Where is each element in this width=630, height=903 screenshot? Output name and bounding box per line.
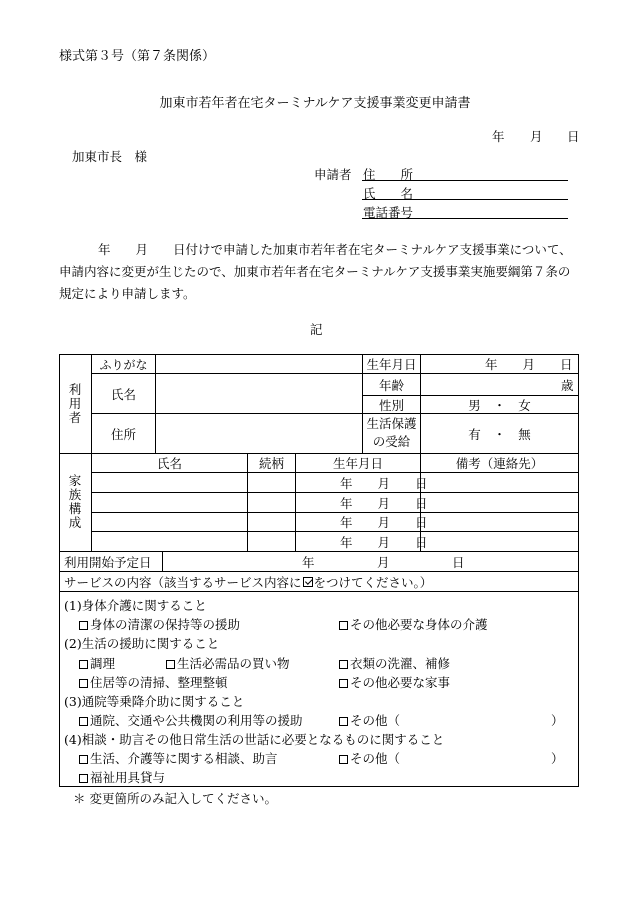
applicant-name-line[interactable] xyxy=(362,199,568,200)
user-birthdate-value[interactable]: 年 月 日 xyxy=(485,357,573,372)
checkbox-icon[interactable] xyxy=(339,621,348,630)
family-birthdate-header: 生年月日 xyxy=(332,456,383,471)
date-year: 年 xyxy=(492,129,505,144)
service-group-4-title: (4)相談・助言その他日常生活の世話に必要となるものに関すること xyxy=(64,732,445,747)
service-checkbox-welfare-equipment[interactable]: 福祉用具貸与 xyxy=(79,768,165,786)
services-header: サービスの内容（該当するサービス内容に をつけてください。） xyxy=(64,574,433,590)
checkbox-icon[interactable] xyxy=(79,621,88,630)
checkbox-icon[interactable] xyxy=(79,755,88,764)
date-day: 日 xyxy=(567,129,580,144)
service-checkbox-other-4[interactable]: その他（ xyxy=(339,749,400,767)
service-checkbox-body-hygiene[interactable]: 身体の清潔の保持等の援助 xyxy=(79,615,240,633)
body-line-2: 申請内容に変更が生じたので、加東市若年者在宅ターミナルケア支援事業実施要綱第７条の xyxy=(59,264,571,279)
family-name-header: 氏名 xyxy=(156,456,182,471)
furigana-field[interactable] xyxy=(156,355,362,373)
family-row-4-date[interactable]: 年 月 日 xyxy=(340,534,428,550)
user-address-label: 住所 xyxy=(110,426,136,442)
checkbox-icon[interactable] xyxy=(339,679,348,688)
applicant-phone-label: 電話番号 xyxy=(363,205,414,220)
age-label: 年齢 xyxy=(378,377,404,393)
age-unit: 歳 xyxy=(561,377,574,393)
body-line-1: 年 月 日付けで申請した加東市若年者在宅ターミナルケア支援事業について、 xyxy=(98,242,572,257)
service-checkbox-shopping[interactable]: 生活必需品の買い物 xyxy=(166,654,290,672)
user-address-field[interactable] xyxy=(156,414,362,453)
check-mark-icon xyxy=(303,577,313,587)
gender-label: 性別 xyxy=(378,397,404,413)
applicant-name-label: 氏 名 xyxy=(363,186,414,201)
start-date-label: 利用開始予定日 xyxy=(64,554,152,570)
checkbox-icon[interactable] xyxy=(166,660,175,669)
service-group-3-title: (3)通院等乗降介助に関すること xyxy=(64,694,245,709)
form-number: 様式第３号（第７条関係） xyxy=(59,49,216,64)
start-date-value[interactable]: 年 月 日 xyxy=(302,554,465,570)
family-row-2-date[interactable]: 年 月 日 xyxy=(340,495,428,511)
checkbox-icon[interactable] xyxy=(79,660,88,669)
service-other-4-close: ） xyxy=(551,751,564,766)
service-other-3-close: ） xyxy=(551,713,564,728)
service-checkbox-other-3[interactable]: その他（ xyxy=(339,711,400,729)
service-checkbox-other-body-care[interactable]: その他必要な身体の介護 xyxy=(339,615,488,633)
welfare-options[interactable]: 有 ・ 無 xyxy=(468,426,531,442)
checkbox-icon[interactable] xyxy=(339,717,348,726)
service-group-2-title: (2)生活の援助に関すること xyxy=(64,636,220,651)
footnote: ＊ 変更箇所のみ記入してください。 xyxy=(73,791,277,806)
date-month: 月 xyxy=(530,129,543,144)
applicant-address-label: 住 所 xyxy=(363,167,414,182)
addressee: 加東市長 様 xyxy=(72,149,148,164)
user-name-field[interactable] xyxy=(156,374,362,413)
service-checkbox-consultation[interactable]: 生活、介護等に関する相談、助言 xyxy=(79,749,278,767)
family-section-label: 家 族 構 成 xyxy=(68,473,82,530)
birthdate-label: 生年月日 xyxy=(366,357,417,372)
service-checkbox-transport-assist[interactable]: 通院、交通や公共機関の利用等の援助 xyxy=(79,711,303,729)
checkbox-icon[interactable] xyxy=(79,679,88,688)
service-checkbox-laundry[interactable]: 衣類の洗濯、補修 xyxy=(339,654,450,672)
applicant-phone-line[interactable] xyxy=(362,218,568,219)
checkbox-icon[interactable] xyxy=(79,774,88,783)
checkbox-icon[interactable] xyxy=(339,660,348,669)
furigana-label: ふりがな xyxy=(99,357,148,372)
applicant-label: 申請者 xyxy=(314,167,352,182)
ki-heading: 記 xyxy=(310,322,323,337)
body-line-3: 規定により申請します。 xyxy=(59,286,196,301)
service-group-1-title: (1)身体介護に関すること xyxy=(64,598,207,613)
family-row-3-date[interactable]: 年 月 日 xyxy=(340,515,428,530)
gender-options[interactable]: 男 ・ 女 xyxy=(468,397,531,413)
user-section-label: 利 用 者 xyxy=(68,382,82,425)
family-relation-header: 続柄 xyxy=(258,456,284,471)
service-checkbox-other-housework[interactable]: その他必要な家事 xyxy=(339,673,450,691)
service-checkbox-cleaning[interactable]: 住居等の清掃、整理整頓 xyxy=(79,673,228,691)
family-notes-header: 備考（連絡先） xyxy=(455,456,544,471)
service-checkbox-cooking[interactable]: 調理 xyxy=(79,654,115,672)
applicant-address-line[interactable] xyxy=(362,180,568,181)
family-row-1-date[interactable]: 年 月 日 xyxy=(340,475,428,491)
checkbox-icon[interactable] xyxy=(79,717,88,726)
checkbox-icon[interactable] xyxy=(339,755,348,764)
welfare-label: 生活保護 の受給 xyxy=(366,416,417,449)
user-name-label: 氏名 xyxy=(110,386,136,402)
document-title: 加東市若年者在宅ターミナルケア支援事業変更申請書 xyxy=(159,96,471,111)
